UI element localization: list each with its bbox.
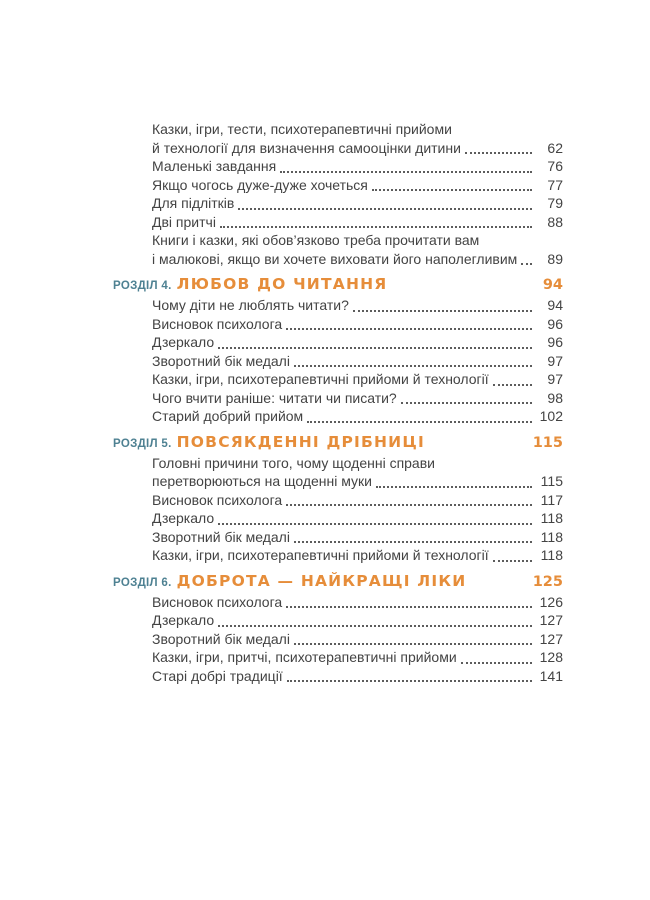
toc-entry-page-number: 141 xyxy=(539,667,563,684)
toc-entry-last-line xyxy=(152,509,563,528)
chapter-title: ПОВСЯКДЕННІ ДРІБНИЦІ xyxy=(176,432,425,451)
toc-entry-page-number: 97 xyxy=(547,352,563,369)
toc-entry-page-number: 96 xyxy=(547,315,563,332)
toc-entry xyxy=(113,194,563,213)
toc-entry-page-number: 127 xyxy=(539,630,563,647)
toc-section xyxy=(113,433,563,565)
toc-entry-page-number: 102 xyxy=(539,408,563,424)
dot-leader xyxy=(372,189,532,191)
toc-entry-title: Зворотний бік медалі xyxy=(152,630,290,647)
toc-entry-page-number: 118 xyxy=(540,528,563,545)
toc-entry-last-line xyxy=(152,213,563,232)
dot-leader xyxy=(286,504,532,506)
toc-entry xyxy=(113,296,563,315)
toc-entry xyxy=(113,370,563,389)
toc-entry-title: Чому діти не люблять читати? xyxy=(152,297,349,313)
dot-leader xyxy=(286,606,532,608)
toc-entry xyxy=(113,593,563,612)
chapter-label: РОЗДІЛ 5. xyxy=(113,437,172,450)
dot-leader xyxy=(218,347,532,349)
dot-leader xyxy=(286,328,532,330)
toc-entry-last-line xyxy=(152,389,563,408)
toc-entry xyxy=(113,389,563,408)
toc-entry-last-line xyxy=(152,157,563,176)
toc-entry-title: Чого вчити раніше: читати чи писати? xyxy=(152,389,397,406)
toc-entry-title: Висновок психолога xyxy=(152,315,283,332)
toc-entry-last-line xyxy=(152,491,563,510)
toc-entry-line: Головні причини того, чому щоденні справи xyxy=(152,454,435,471)
toc-entry-page-number: 97 xyxy=(547,371,563,387)
toc-entry-title: Дзеркало xyxy=(152,510,215,526)
toc-entry-last-line xyxy=(152,546,563,565)
toc-entry xyxy=(113,176,563,195)
toc-section xyxy=(113,275,563,426)
dot-leader xyxy=(493,384,532,386)
toc-entry-page-number: 62 xyxy=(547,139,563,156)
toc-entry-last-line xyxy=(152,370,563,389)
toc-entry-last-line xyxy=(152,352,563,371)
toc-entry-last-line xyxy=(152,333,563,352)
toc-entry-last-line xyxy=(152,648,563,667)
dot-leader xyxy=(307,421,532,423)
dot-leader xyxy=(461,662,532,664)
chapter-page-number: 94 xyxy=(542,277,563,293)
toc-entry-page-number: 118 xyxy=(540,510,563,526)
toc-entry-title: Старий добрий прийом xyxy=(152,408,304,424)
toc-entry-last-line xyxy=(152,667,563,686)
dot-leader xyxy=(220,226,532,228)
dot-leader xyxy=(218,523,532,525)
toc-entry xyxy=(113,546,563,565)
toc-entry-title: Казки, ігри, притчі, психотерапевтичні прийоми xyxy=(152,649,457,665)
dot-leader xyxy=(294,365,532,367)
toc-entry-page-number: 76 xyxy=(547,158,563,174)
toc-entry-title: і малюкові, якщо ви хочете виховати його наполегливим xyxy=(152,250,518,267)
toc-entry xyxy=(113,407,563,426)
toc-entry xyxy=(113,213,563,232)
toc-entry xyxy=(113,648,563,667)
dot-leader xyxy=(294,541,532,543)
chapter-heading xyxy=(113,572,563,593)
toc-entry-last-line xyxy=(152,296,563,315)
toc-entry xyxy=(113,315,563,334)
toc-entry-page-number: 88 xyxy=(547,213,563,230)
toc-entry-last-line xyxy=(152,315,563,334)
chapter-title: ЛЮБОВ ДО ЧИТАННЯ xyxy=(176,275,388,293)
toc-entry-last-line xyxy=(152,528,563,547)
chapter-heading xyxy=(113,433,563,454)
toc-entry-page-number: 118 xyxy=(540,547,563,563)
toc-entry xyxy=(113,333,563,352)
toc-entry-page-number: 117 xyxy=(540,491,563,508)
toc-entry-title: Казки, ігри, психотерапевтичні прийоми й технології xyxy=(152,547,489,563)
chapter-heading xyxy=(113,275,563,296)
dot-leader xyxy=(376,486,532,488)
toc-entry-title: Дзеркало xyxy=(152,612,215,628)
toc-entry xyxy=(113,491,563,510)
toc-entry-title: Зворотний бік медалі xyxy=(152,528,290,545)
toc-entry-last-line xyxy=(152,194,563,213)
toc-entry-title: Якщо чогось дуже-дуже хочеться xyxy=(152,176,368,193)
toc-entry-title: Зворотний бік медалі xyxy=(152,352,290,369)
toc-entry-page-number: 77 xyxy=(547,176,563,193)
dot-leader xyxy=(353,310,532,312)
chapter-label: РОЗДІЛ 6. xyxy=(113,576,172,589)
dot-leader xyxy=(238,208,532,210)
toc-entry-page-number: 127 xyxy=(539,612,563,628)
toc-entry-last-line xyxy=(152,250,563,269)
toc-entry-last-line xyxy=(152,472,563,491)
dot-leader xyxy=(280,171,532,173)
toc-entry-title: Висновок психолога xyxy=(152,491,283,508)
dot-leader xyxy=(401,402,532,404)
toc-entry-last-line xyxy=(152,407,563,426)
toc-entry-title: Старі добрі традиції xyxy=(152,667,283,684)
toc-entry xyxy=(113,667,563,686)
toc-entry-page-number: 115 xyxy=(540,473,563,489)
toc-entry xyxy=(113,352,563,371)
chapter-label: РОЗДІЛ 4. xyxy=(113,280,172,292)
toc-entry xyxy=(113,509,563,528)
toc-entry-last-line xyxy=(152,139,563,158)
toc-section xyxy=(113,120,563,268)
dot-leader xyxy=(521,263,532,265)
toc-entry-line: Казки, ігри, тести, психотерапевтичні прийоми xyxy=(152,121,452,137)
toc-entry-title: Казки, ігри, психотерапевтичні прийоми й технології xyxy=(152,371,489,387)
toc-entry xyxy=(113,528,563,547)
chapter-title: ДОБРОТА — НАЙКРАЩІ ЛІКИ xyxy=(176,571,467,590)
toc-entry-title: Дві притчі xyxy=(152,213,216,230)
toc-entry-page-number: 89 xyxy=(547,250,563,267)
dot-leader xyxy=(294,643,532,645)
dot-leader xyxy=(218,625,532,627)
toc-entry-page-number: 79 xyxy=(547,195,563,211)
toc-section xyxy=(113,572,563,686)
toc-entry-page-number: 94 xyxy=(547,297,563,313)
toc-entry-last-line xyxy=(152,593,563,612)
toc-entry-last-line xyxy=(152,611,563,630)
chapter-page-number: 125 xyxy=(532,573,563,590)
toc-entry-title: Маленькі завдання xyxy=(152,158,277,174)
toc-entry-page-number: 126 xyxy=(539,593,563,610)
dot-leader xyxy=(493,560,532,562)
toc-entry-title: й технології для визначення самооцінки дитини xyxy=(152,139,461,156)
toc-entry-last-line xyxy=(152,176,563,195)
toc-entry xyxy=(113,157,563,176)
toc-entry-line: Книги і казки, які обов’язково треба прочитати вам xyxy=(152,232,480,248)
dot-leader xyxy=(287,680,532,682)
toc-entry-title: перетворюються на щоденні муки xyxy=(152,473,373,489)
toc-entry xyxy=(113,231,563,268)
toc-entry-page-number: 98 xyxy=(547,389,563,406)
table-of-contents xyxy=(113,120,563,685)
dot-leader xyxy=(465,152,532,154)
toc-entry-title: Для підлітків xyxy=(152,195,235,211)
toc-entry xyxy=(113,454,563,491)
chapter-page-number: 115 xyxy=(532,434,563,451)
toc-entry-page-number: 96 xyxy=(547,334,563,350)
toc-entry-title: Висновок психолога xyxy=(152,593,283,610)
toc-entry-title: Дзеркало xyxy=(152,334,215,350)
toc-entry-last-line xyxy=(152,630,563,649)
toc-entry xyxy=(113,120,563,157)
toc-entry-page-number: 128 xyxy=(539,649,563,665)
toc-entry xyxy=(113,630,563,649)
toc-entry xyxy=(113,611,563,630)
